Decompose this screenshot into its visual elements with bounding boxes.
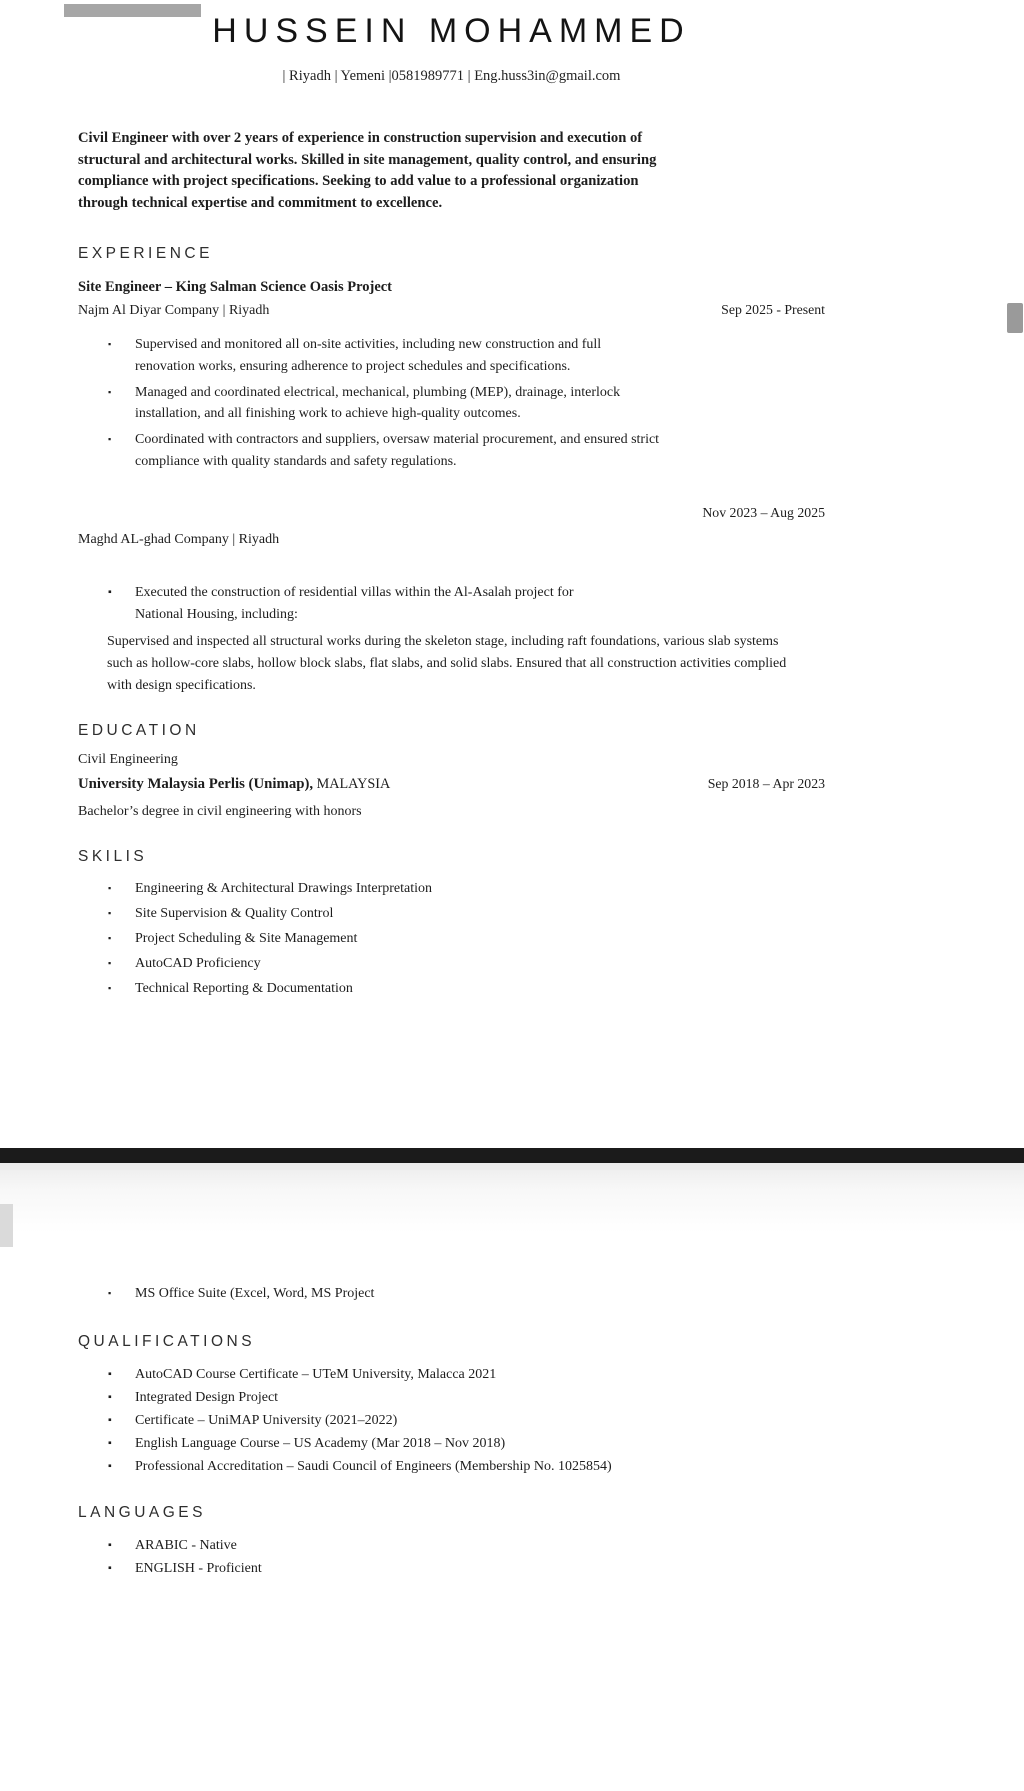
list-item bbox=[107, 978, 825, 1000]
skill-text: Project Scheduling & Site Management bbox=[135, 930, 358, 946]
skill-text: MS Office Suite (Excel, Word, MS Project bbox=[135, 1286, 375, 1301]
skill-text: Engineering & Architectural Drawings Interpretation bbox=[135, 880, 433, 896]
square-bullet-icon: ▪ bbox=[108, 957, 112, 968]
square-bullet-icon: ▪ bbox=[108, 587, 112, 599]
square-bullet-icon: ▪ bbox=[108, 434, 112, 445]
qualifications-list bbox=[78, 1364, 825, 1478]
skills-continued-list bbox=[78, 1163, 825, 1305]
job1-bullet-list bbox=[78, 334, 825, 472]
square-bullet-icon: ▪ bbox=[108, 1414, 112, 1426]
job1-company: Najm Al Diyar Company | Riyadh bbox=[78, 303, 270, 319]
skill-text: AutoCAD Proficiency bbox=[135, 955, 261, 971]
qualification-text: Integrated Design Project bbox=[135, 1389, 279, 1405]
language-text: ARABIC - Native bbox=[135, 1538, 237, 1553]
section-heading-education: EDUCATION bbox=[78, 721, 200, 739]
list-item bbox=[107, 1364, 825, 1386]
languages-list bbox=[78, 1535, 825, 1580]
list-item bbox=[107, 334, 825, 377]
candidate-name: HUSSEIN MOHAMMED bbox=[212, 12, 691, 50]
job2-company: Maghd AL-ghad Company | Riyadh bbox=[78, 532, 280, 548]
list-item bbox=[107, 903, 825, 925]
scrollbar-thumb[interactable] bbox=[1007, 303, 1023, 333]
square-bullet-icon: ▪ bbox=[108, 1288, 112, 1298]
education-university-row bbox=[78, 773, 825, 795]
square-bullet-icon: ▪ bbox=[108, 882, 112, 893]
square-bullet-icon: ▪ bbox=[108, 1563, 112, 1574]
page-separator-bar bbox=[0, 1148, 1024, 1163]
job1-dates: Sep 2025 - Present bbox=[721, 302, 825, 318]
square-bullet-icon: ▪ bbox=[108, 1540, 112, 1551]
bullet-text: Coordinated with contractors and suppliers, oversaw material procurement, and ensured strict compliance with quality standards and safety regulations. bbox=[135, 432, 660, 469]
list-item bbox=[107, 1283, 825, 1305]
square-bullet-icon: ▪ bbox=[108, 339, 112, 350]
summary-paragraph: Civil Engineer with over 2 years of experience in construction supervision and execution of structural and architectural works. Skilled in site management, quality control, and ensuring compliance with project specifications. Seeking to add value to a professional organization through technical expertise and commitment to excellence. bbox=[78, 130, 657, 211]
list-item bbox=[107, 582, 825, 625]
left-edge-artifact bbox=[0, 1204, 13, 1247]
skill-text: Site Supervision & Quality Control bbox=[135, 905, 334, 921]
qualification-text: English Language Course – US Academy (Mar 2018 – Nov 2018) bbox=[135, 1435, 506, 1451]
list-item bbox=[107, 1535, 825, 1557]
resume-page-2 bbox=[0, 1163, 1024, 1791]
list-item bbox=[107, 1433, 825, 1455]
university-name: University Malaysia Perlis (Unimap), bbox=[78, 775, 314, 792]
square-bullet-icon: ▪ bbox=[108, 982, 112, 993]
job1-company-row bbox=[78, 299, 825, 322]
education-university bbox=[78, 773, 390, 795]
section-heading-experience: EXPERIENCE bbox=[78, 245, 213, 263]
qualification-text: AutoCAD Course Certificate – UTeM University, Malacca 2021 bbox=[135, 1366, 497, 1382]
job2-paragraph: Supervised and inspected all structural works during the skeleton stage, including raft foundations, various slab systems such as hollow-core slabs, hollow block slabs, flat slabs, and solid slabs. Ensured that all construction activities complied with design specifications. bbox=[107, 634, 787, 693]
bullet-text: Supervised and monitored all on-site activities, including new construction and full renovation works, ensuring adherence to project schedules and specifications. bbox=[135, 337, 602, 374]
list-item bbox=[107, 382, 825, 425]
education-dates: Sep 2018 – Apr 2023 bbox=[707, 775, 825, 791]
square-bullet-icon: ▪ bbox=[108, 1391, 112, 1403]
education-field: Civil Engineering bbox=[78, 751, 178, 767]
list-item bbox=[107, 953, 825, 975]
qualification-text: Certificate – UniMAP University (2021–2022) bbox=[135, 1412, 398, 1428]
section-heading-qualifications: QUALIFICATIONS bbox=[78, 1332, 256, 1350]
square-bullet-icon: ▪ bbox=[108, 1460, 112, 1472]
square-bullet-icon: ▪ bbox=[108, 1437, 112, 1449]
education-degree: Bachelor’s degree in civil engineering with honors bbox=[78, 803, 362, 819]
square-bullet-icon: ▪ bbox=[108, 1368, 112, 1380]
contact-line: | Riyadh | Yemeni |0581989771 | Eng.huss3in@gmail.com bbox=[282, 68, 621, 84]
list-item bbox=[107, 1387, 825, 1409]
top-left-ui-artifact bbox=[64, 4, 201, 17]
language-text: ENGLISH - Proficient bbox=[135, 1561, 262, 1576]
list-item bbox=[107, 878, 825, 900]
job2-bullet-list bbox=[78, 582, 825, 625]
section-heading-languages: LANGUAGES bbox=[78, 1504, 206, 1521]
square-bullet-icon: ▪ bbox=[108, 386, 112, 397]
skills-list bbox=[78, 878, 825, 1000]
list-item bbox=[107, 928, 825, 950]
skill-text: Technical Reporting & Documentation bbox=[135, 980, 353, 996]
square-bullet-icon: ▪ bbox=[108, 932, 112, 943]
list-item bbox=[107, 429, 825, 472]
university-country: MALAYSIA bbox=[313, 775, 391, 792]
list-item bbox=[107, 1558, 825, 1580]
bullet-text: Executed the construction of residential villas within the Al-Asalah project for National Housing, including: bbox=[135, 585, 574, 622]
qualification-text: Professional Accreditation – Saudi Council of Engineers (Membership No. 1025854) bbox=[135, 1458, 612, 1474]
square-bullet-icon: ▪ bbox=[108, 907, 112, 918]
bullet-text: Managed and coordinated electrical, mechanical, plumbing (MEP), drainage, interlock installation, and all finishing work to achieve high-quality outcomes. bbox=[135, 384, 621, 422]
list-item bbox=[107, 1456, 825, 1478]
section-heading-skills: SKILIS bbox=[78, 847, 148, 865]
list-item bbox=[107, 1410, 825, 1432]
job2-dates: Nov 2023 – Aug 2025 bbox=[702, 505, 825, 521]
job1-title: Site Engineer – King Salman Science Oasis Project bbox=[78, 279, 393, 296]
